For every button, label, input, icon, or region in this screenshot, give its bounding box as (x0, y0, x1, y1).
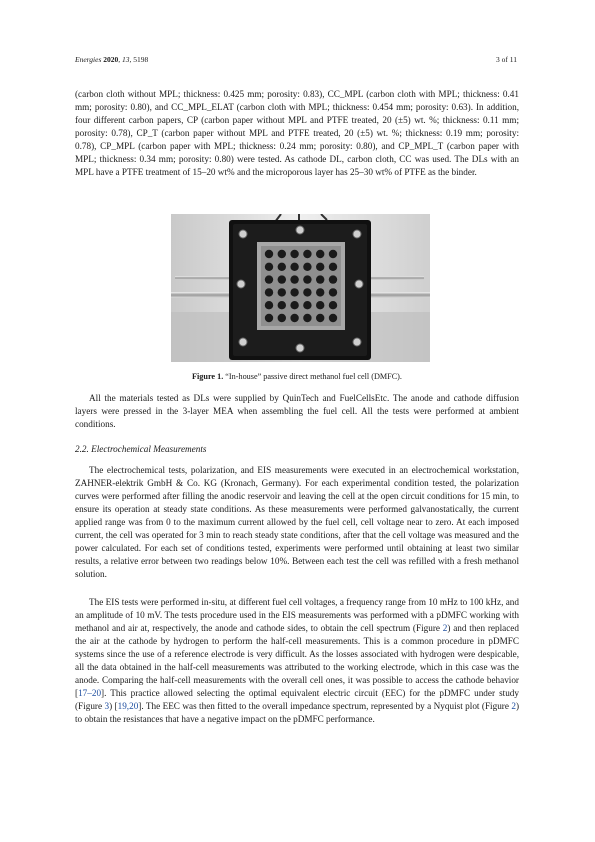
plate-hole (290, 288, 298, 296)
plate-hole (278, 275, 286, 283)
plate-hole (329, 275, 337, 283)
journal-year: 2020 (103, 55, 119, 64)
plate-hole (303, 314, 311, 322)
plate-hole (316, 301, 324, 309)
text-run: ) to obtain the resistances that have a negative impact on the pDMFC performance. (75, 701, 520, 724)
plate-hole (278, 301, 286, 309)
plate-hole (278, 314, 286, 322)
plate-hole (278, 263, 286, 271)
plate-hole (290, 250, 298, 258)
plate-hole (303, 301, 311, 309)
plate-hole (303, 288, 311, 296)
plate-hole (329, 263, 337, 271)
plate-hole (316, 263, 324, 271)
paragraph-electrochemical-tests: The electrochemical tests, polarization, and EIS measurements were executed in an electrochemical workstation, ZAHNER-elektrik GmbH & Co. KG (Kronach, Germany). For each experimental condition tested, the polarization curves were performed after filling the anodic reservoir and leaving the cell at the open circuit conditions for 15 min, to ensure its operation at steady state conditions. As these measurements were performed galvanostatically, the current applied range was from 0 to the maximum current allowed by the fuel cell, cell voltage near to zero. At each imposed current, the cell was operated for 3 min to reach steady state conditions, after that the cell voltage was measured and the power calculated. For each set of conditions tested, experiments were performed until obtaining at least two similar results, a relative error between two readings below 10%. Between each test the cell was refilled with a fresh methanol solution. (75, 465, 519, 579)
plate-hole (265, 288, 273, 296)
plate-hole (329, 250, 337, 258)
plate-hole (303, 263, 311, 271)
plate-hole (316, 314, 324, 322)
plate-hole (265, 263, 273, 271)
plate-hole (265, 314, 273, 322)
article-number: 5198 (133, 55, 149, 64)
plate-hole (329, 301, 337, 309)
plate-hole (278, 288, 286, 296)
text-run: The EIS tests were performed in-situ, at different fuel cell voltages, a frequency range from 10 mHz to 100 kHz, and an amplitude of 10 mV. The tests procedure used in the EIS measurements was performed with a pDMFC working with methanol and air at, respectively, the anode and cathode sides, to obtain the cell spectrum (Figure (75, 597, 519, 633)
plate-hole (278, 250, 286, 258)
figure-1-image (171, 214, 430, 362)
plate-hole (329, 288, 337, 296)
paragraph-materials: (carbon cloth without MPL; thickness: 0.425 mm; porosity: 0.83), CC_MPL (carbon cloth with MPL; thickness: 0.41 mm; porosity: 0.80), and CC_MPL_ELAT (carbon cloth with MPL; thickness: 0.454 mm; porosity: 0.63). In addition, four different carbon papers, CP (carbon paper without MPL and PTFE treated, 20 (±5) wt. %; thickness: 0.11 mm; porosity: 0.78), CP_T (carbon paper without MPL and PTFE treated, 20 (±5) wt. %; thickness: 0.19 mm; porosity: 0.78), CP_MPL (carbon paper with MPL; thickness: 0.24 mm; porosity: 0.80), and CP_MPL_T (carbon paper with MPL; thickness: 0.34 mm; porosity: 0.80) were tested. As cathode DL, carbon cloth, CC was used. The DLs with an MPL have a PTFE treatment of 15–20 wt% and the microporous layer has 25–30 wt% of PTFE as the binder. (75, 89, 519, 177)
plate-hole (265, 301, 273, 309)
plate-hole (265, 275, 273, 283)
figure-3-link[interactable]: 3 (104, 701, 110, 711)
figure-2-link[interactable]: 2 (511, 701, 516, 711)
plate-hole (316, 250, 324, 258)
plate-hole (290, 263, 298, 271)
running-header-citation: Energies 2020, 13, 5198 (75, 55, 149, 64)
plate-hole (303, 250, 311, 258)
paragraph-eis-tests (75, 596, 519, 726)
plate-hole (316, 288, 324, 296)
fuel-cell-photo (171, 214, 430, 362)
plate-hole (290, 301, 298, 309)
reference-link[interactable]: 19,20 (117, 701, 139, 711)
journal-name: Energies (75, 55, 102, 64)
reference-link[interactable]: 17–20 (78, 688, 102, 698)
plate-hole (303, 275, 311, 283)
plate-hole (290, 275, 298, 283)
page-number: 3 of 11 (496, 55, 517, 64)
figure-label: Figure 1. (192, 372, 224, 381)
section-heading: 2.2. Electrochemical Measurements (75, 444, 207, 454)
plate-hole (316, 275, 324, 283)
text-run: ) [ (109, 701, 118, 711)
plate-hole (265, 250, 273, 258)
figure-caption-text: “In-house” passive direct methanol fuel cell (DMFC). (225, 372, 402, 381)
plate-hole (329, 314, 337, 322)
plate-hole (290, 314, 298, 322)
journal-volume: 13 (122, 55, 130, 64)
text-run: ]. This practice allowed selecting the optimal equivalent electric circuit (EEC) for the pDMFC under study (Figure (75, 688, 519, 711)
figure-1-caption (75, 372, 519, 381)
paragraph-suppliers: All the materials tested as DLs were supplied by QuinTech and FuelCellsEtc. The anode and cathode diffusion layers were pressed in the 3-layer MEA when assembling the fuel cell. All the tests were performed at ambient conditions. (75, 393, 519, 429)
figure-2-link[interactable]: 2 (442, 623, 448, 633)
text-run: ]. The EEC was then fitted to the overall impedance spectrum, represented by a Nyquist plot (Figure (138, 701, 512, 711)
text-run: ) and then replaced the air at the cathode by hydrogen to perform the half-cell measurements. This is a common procedure in pDMFC systems since the use of a reference electrode is very difficult. As the losses associated with hydrogen were despicable, all the data obtained in the half-cell measurements was attributed to the working electrode, which in this case was the anode. Comparing the half-cell measurements with the overall cell ones, it was possible to access the cathode behavior [ (75, 623, 519, 698)
